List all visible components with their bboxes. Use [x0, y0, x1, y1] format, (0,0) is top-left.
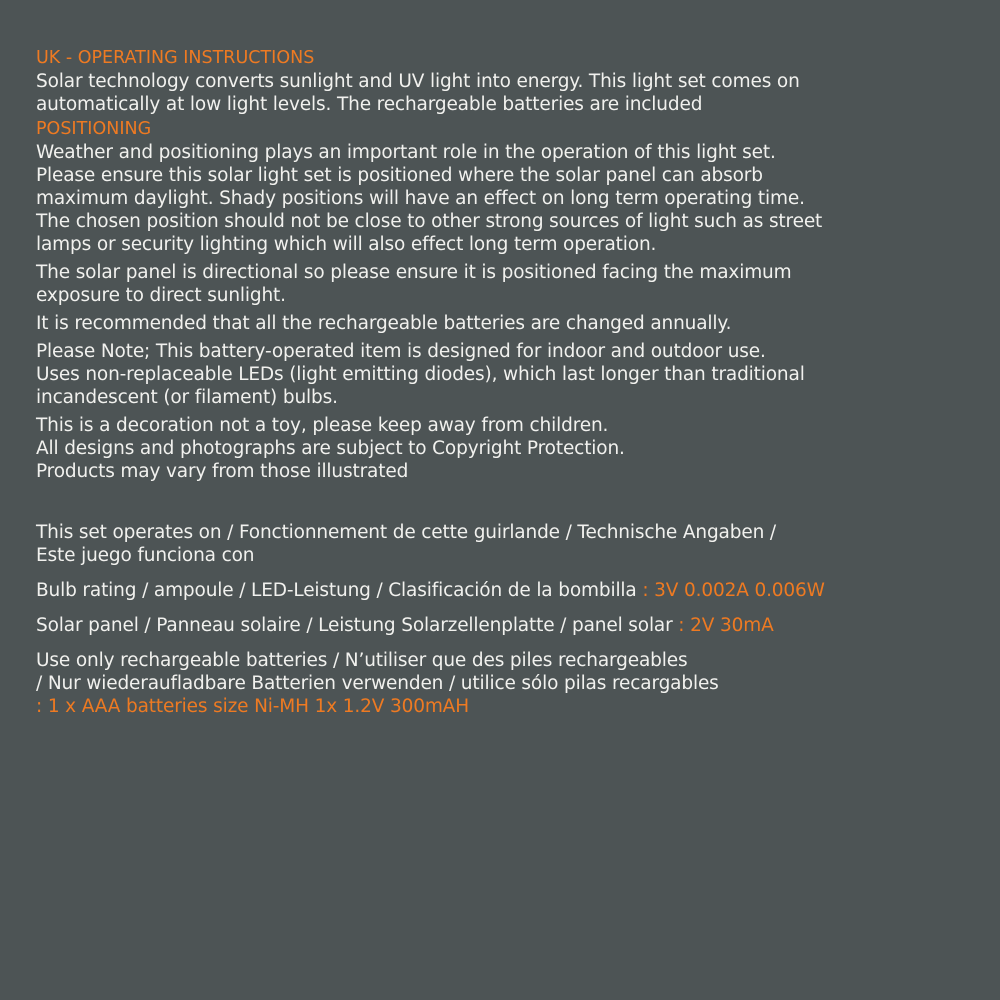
positioning-line: maximum daylight. Shady positions will have an effect on long term operating time. — [36, 188, 805, 209]
warning-line: This is a decoration not a toy, please keep away from children. — [36, 415, 609, 436]
positioning-line: lamps or security lighting which will also effect long term operation. — [36, 234, 657, 255]
directional-paragraph — [36, 261, 980, 307]
solar-panel-value: : 2V 30mA — [672, 615, 774, 636]
batteries-value: : 1 x AAA batteries size Ni-MH 1x 1.2V 300mAH — [36, 696, 469, 717]
bulb-rating-value: : 3V 0.002A 0.006W — [636, 580, 825, 601]
recommendation-paragraph — [36, 312, 980, 335]
warning-line: Products may vary from those illustrated — [36, 461, 409, 482]
batteries-line: / Nur wiederaufladbare Batterien verwenden / utilice sólo pilas recargables — [36, 673, 719, 694]
warnings-paragraph — [36, 414, 980, 483]
batteries-paragraph — [36, 649, 980, 718]
note-paragraph — [36, 340, 980, 409]
solar-panel-row — [36, 614, 980, 637]
note-line: Please Note; This battery-operated item is designed for indoor and outdoor use. — [36, 341, 766, 362]
batteries-line: Use only rechargeable batteries / N’utiliser que des piles rechargeables — [36, 650, 688, 671]
directional-line: exposure to direct sunlight. — [36, 285, 286, 306]
operates-on-paragraph — [36, 521, 980, 567]
bulb-rating-label: Bulb rating / ampoule / LED-Leistung / Clasificación de la bombilla — [36, 580, 637, 601]
solar-panel-label: Solar panel / Panneau solaire / Leistung Solarzellenplatte / panel solar — [36, 615, 673, 636]
positioning-heading: POSITIONING — [36, 119, 152, 139]
directional-line: The solar panel is directional so please ensure it is positioned facing the maximum — [36, 262, 792, 283]
intro-line: automatically at low light levels. The rechargeable batteries are included — [36, 94, 703, 115]
recommendation-line: It is recommended that all the rechargeable batteries are changed annually. — [36, 313, 732, 334]
positioning-line: The chosen position should not be close to other strong sources of light such as street — [36, 211, 823, 232]
positioning-line: Please ensure this solar light set is positioned where the solar panel can absorb — [36, 165, 763, 186]
warning-line: All designs and photographs are subject to Copyright Protection. — [36, 438, 625, 459]
intro-paragraph — [36, 70, 980, 116]
note-line: incandescent (or filament) bulbs. — [36, 387, 338, 408]
note-line: Uses non-replaceable LEDs (light emitting diodes), which last longer than traditional — [36, 364, 805, 385]
operates-on-line: Este juego funciona con — [36, 545, 255, 566]
positioning-paragraph — [36, 141, 980, 256]
intro-line: Solar technology converts sunlight and UV light into energy. This light set comes on — [36, 71, 800, 92]
uk-operating-instructions-heading: UK - OPERATING INSTRUCTIONS — [36, 48, 315, 68]
positioning-line: Weather and positioning plays an important role in the operation of this light set. — [36, 142, 776, 163]
bulb-rating-row — [36, 579, 980, 602]
operates-on-line: This set operates on / Fonctionnement de cette guirlande / Technische Angaben / — [36, 522, 776, 543]
